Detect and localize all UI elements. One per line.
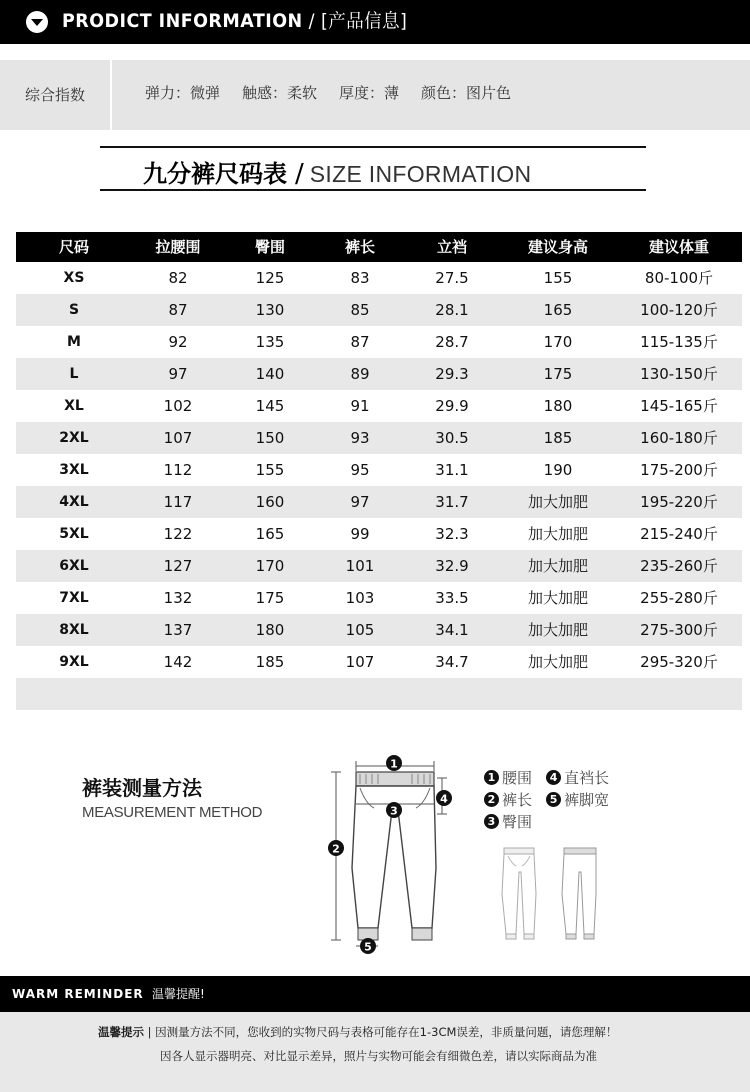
pants-thumbnails xyxy=(498,844,610,944)
header-hip: 臀围 xyxy=(254,238,285,256)
table-row xyxy=(16,518,742,550)
size-table xyxy=(16,232,742,710)
cell-waist: 127 xyxy=(163,557,193,575)
reminder-title-cn: 温馨提醒! xyxy=(152,987,205,1001)
table-row xyxy=(16,646,742,678)
legend-item-waist xyxy=(484,767,532,788)
cell-waist: 137 xyxy=(163,621,193,639)
table-row xyxy=(16,582,742,614)
legend-label: 裤脚宽 xyxy=(564,790,610,809)
reminder-bar xyxy=(0,976,750,1012)
attribute-thickness: 厚度：薄 xyxy=(339,84,400,102)
cell-height: 190 xyxy=(543,461,573,479)
cell-weight: 100-120斤 xyxy=(640,301,718,319)
cell-height: 加大加肥 xyxy=(527,653,588,671)
cell-length: 87 xyxy=(350,333,370,351)
cell-waist: 97 xyxy=(168,365,188,383)
cell-rise: 28.1 xyxy=(435,301,469,319)
cell-hip: 170 xyxy=(255,557,285,575)
cell-hip: 125 xyxy=(255,269,285,287)
marker-1-icon xyxy=(386,755,402,771)
cell-hip: 145 xyxy=(255,397,285,415)
cell-hip: 180 xyxy=(255,621,285,639)
cell-hip: 185 xyxy=(255,653,285,671)
cell-height: 180 xyxy=(543,397,573,415)
header-waist: 拉腰围 xyxy=(155,238,201,256)
table-row xyxy=(16,358,742,390)
legend-num: 3 xyxy=(484,814,499,829)
cell-rise: 29.9 xyxy=(435,397,469,415)
cell-hip: 155 xyxy=(255,461,285,479)
table-row xyxy=(16,326,742,358)
cell-height: 加大加肥 xyxy=(527,525,588,543)
reminder-note-label: 温馨提示 xyxy=(98,1025,144,1039)
measurement-legend xyxy=(484,766,619,832)
table-row xyxy=(16,550,742,582)
cell-size: 9XL xyxy=(59,654,89,670)
reminder-note-text-1: | 因测量方法不同，您收到的实物尺码与表格可能存在1-3CM误差，非质量问题，请您理解！ xyxy=(147,1025,618,1039)
cell-weight: 115-135斤 xyxy=(640,333,718,351)
cell-rise: 29.3 xyxy=(435,365,469,383)
legend-label: 裤长 xyxy=(502,790,533,809)
cell-height: 加大加肥 xyxy=(527,557,588,575)
legend-item-length xyxy=(484,789,532,810)
cell-weight: 215-240斤 xyxy=(640,525,718,543)
legend-label: 臀围 xyxy=(502,812,533,831)
cell-hip: 135 xyxy=(255,333,285,351)
cell-length: 91 xyxy=(350,397,370,415)
cell-size: XS xyxy=(63,270,85,286)
pants-front-thumbnail xyxy=(502,848,536,939)
attributes-list xyxy=(145,60,511,130)
cell-weight: 145-165斤 xyxy=(640,397,718,415)
cell-height: 加大加肥 xyxy=(527,493,588,511)
size-table-body xyxy=(16,262,742,678)
cell-size: 5XL xyxy=(59,526,89,542)
cell-height: 185 xyxy=(543,429,573,447)
cell-weight: 275-300斤 xyxy=(640,621,718,639)
header-size: 尺码 xyxy=(58,238,89,256)
legend-row-1 xyxy=(484,766,619,788)
cell-rise: 28.7 xyxy=(435,333,469,351)
cell-waist: 92 xyxy=(168,333,188,351)
cell-size: 6XL xyxy=(59,558,89,574)
table-row xyxy=(16,422,742,454)
legend-num: 1 xyxy=(484,770,499,785)
cell-height: 170 xyxy=(543,333,573,351)
cell-size: L xyxy=(69,366,79,382)
marker-3-icon xyxy=(386,802,402,818)
cell-height: 175 xyxy=(543,365,573,383)
cell-hip: 175 xyxy=(255,589,285,607)
cell-weight: 175-200斤 xyxy=(640,461,718,479)
header-title-en: PRODICT INFORMATION xyxy=(62,10,303,32)
cell-rise: 31.7 xyxy=(435,493,469,511)
cell-weight: 255-280斤 xyxy=(640,589,718,607)
cell-length: 95 xyxy=(350,461,370,479)
reminder-title-en: WARM REMINDER xyxy=(12,987,144,1001)
cell-weight: 235-260斤 xyxy=(640,557,718,575)
header-title-sep: / xyxy=(302,10,321,32)
cell-rise: 34.1 xyxy=(435,621,469,639)
pants-back-thumbnail xyxy=(562,848,596,939)
legend-row-3 xyxy=(484,810,619,832)
cell-size: XL xyxy=(64,398,84,414)
cell-weight: 195-220斤 xyxy=(640,493,718,511)
svg-text:2: 2 xyxy=(332,842,340,856)
cell-height: 加大加肥 xyxy=(527,589,588,607)
table-row xyxy=(16,454,742,486)
cell-weight: 80-100斤 xyxy=(644,269,714,287)
table-row xyxy=(16,262,742,294)
cell-size: 7XL xyxy=(59,590,89,606)
marker-2-icon xyxy=(328,840,344,856)
cell-waist: 87 xyxy=(168,301,188,319)
svg-text:5: 5 xyxy=(364,940,372,954)
cell-weight: 295-320斤 xyxy=(640,653,718,671)
cell-height: 165 xyxy=(543,301,573,319)
marker-4-icon xyxy=(436,790,452,806)
cell-length: 85 xyxy=(350,301,370,319)
attribute-color: 颜色：图片色 xyxy=(421,84,512,102)
svg-text:3: 3 xyxy=(390,804,398,818)
cell-length: 105 xyxy=(345,621,375,639)
reminder-note-line-1 xyxy=(98,1024,617,1040)
size-title-slash: / xyxy=(295,159,304,189)
cell-length: 89 xyxy=(350,365,370,383)
reminder-note-line-2: 因各人显示器明亮、对比显示差异，照片与实物可能会有细微色差，请以实际商品为准 xyxy=(160,1049,597,1063)
cell-waist: 117 xyxy=(163,493,193,511)
size-title-cn: 九分裤尺码表 xyxy=(143,160,287,188)
reminder-note xyxy=(0,1012,750,1092)
header-length: 裤长 xyxy=(344,238,375,256)
cell-waist: 82 xyxy=(168,269,188,287)
cell-weight: 130-150斤 xyxy=(640,365,718,383)
header-weight: 建议体重 xyxy=(648,238,709,256)
cell-waist: 102 xyxy=(163,397,193,415)
table-row xyxy=(16,486,742,518)
attributes-label: 综合指数 xyxy=(24,86,85,104)
chevron-down-icon xyxy=(26,11,48,33)
cell-size: 3XL xyxy=(59,462,89,478)
header-title xyxy=(62,6,407,33)
size-title-rule-bottom xyxy=(100,189,646,191)
cell-height: 155 xyxy=(543,269,573,287)
table-row xyxy=(16,294,742,326)
cell-waist: 122 xyxy=(163,525,193,543)
cell-rise: 32.3 xyxy=(435,525,469,543)
cell-hip: 165 xyxy=(255,525,285,543)
table-row xyxy=(16,390,742,422)
svg-text:4: 4 xyxy=(440,792,448,806)
cell-length: 101 xyxy=(345,557,375,575)
cell-weight: 160-180斤 xyxy=(640,429,718,447)
cell-size: M xyxy=(67,334,81,350)
cell-rise: 32.9 xyxy=(435,557,469,575)
legend-item-rise xyxy=(546,767,609,788)
size-title-rule-top xyxy=(100,146,646,148)
cell-size: S xyxy=(68,302,80,318)
cell-length: 99 xyxy=(350,525,370,543)
cell-size: 4XL xyxy=(59,494,89,510)
cell-length: 97 xyxy=(350,493,370,511)
cell-rise: 30.5 xyxy=(435,429,469,447)
marker-5-icon xyxy=(360,938,376,954)
pants-diagram xyxy=(320,748,460,958)
cell-rise: 33.5 xyxy=(435,589,469,607)
cell-length: 107 xyxy=(345,653,375,671)
legend-num: 5 xyxy=(546,792,561,807)
cell-waist: 132 xyxy=(163,589,193,607)
cell-hip: 130 xyxy=(255,301,285,319)
legend-item-hip xyxy=(484,811,532,832)
cell-height: 加大加肥 xyxy=(527,621,588,639)
cell-length: 83 xyxy=(350,269,370,287)
legend-num: 2 xyxy=(484,792,499,807)
header-bar xyxy=(0,0,750,44)
cell-length: 93 xyxy=(350,429,370,447)
cell-waist: 112 xyxy=(163,461,193,479)
cell-size: 8XL xyxy=(59,622,89,638)
attribute-feel: 触感：柔软 xyxy=(242,84,318,102)
waistband xyxy=(356,772,434,786)
cell-rise: 31.1 xyxy=(435,461,469,479)
attribute-elasticity: 弹力：微弹 xyxy=(145,84,221,102)
header-height: 建议身高 xyxy=(527,238,588,256)
right-cuff xyxy=(412,928,432,940)
header-rise: 立裆 xyxy=(436,238,467,256)
attributes-band xyxy=(0,60,750,130)
cell-waist: 107 xyxy=(163,429,193,447)
table-row xyxy=(16,614,742,646)
measurement-title-en: MEASUREMENT METHOD xyxy=(82,804,263,821)
measurement-title-cn: 裤装测量方法 xyxy=(82,776,202,800)
cell-hip: 150 xyxy=(255,429,285,447)
legend-label: 直裆长 xyxy=(564,768,610,787)
size-table-header xyxy=(16,232,742,262)
cell-length: 103 xyxy=(345,589,375,607)
header-title-cn: [产品信息] xyxy=(320,10,408,32)
cell-hip: 160 xyxy=(255,493,285,511)
attributes-divider xyxy=(110,60,112,130)
size-table-footer-row xyxy=(16,678,742,710)
svg-text:1: 1 xyxy=(390,757,398,771)
legend-item-cuff xyxy=(546,789,609,810)
legend-label: 腰围 xyxy=(502,768,533,787)
cell-rise: 27.5 xyxy=(435,269,469,287)
cell-hip: 140 xyxy=(255,365,285,383)
cell-size: 2XL xyxy=(59,430,89,446)
legend-num: 4 xyxy=(546,770,561,785)
legend-row-2 xyxy=(484,788,619,810)
size-title-en: SIZE INFORMATION xyxy=(309,161,532,187)
size-title xyxy=(143,154,531,189)
cell-rise: 34.7 xyxy=(435,653,469,671)
cell-waist: 142 xyxy=(163,653,193,671)
